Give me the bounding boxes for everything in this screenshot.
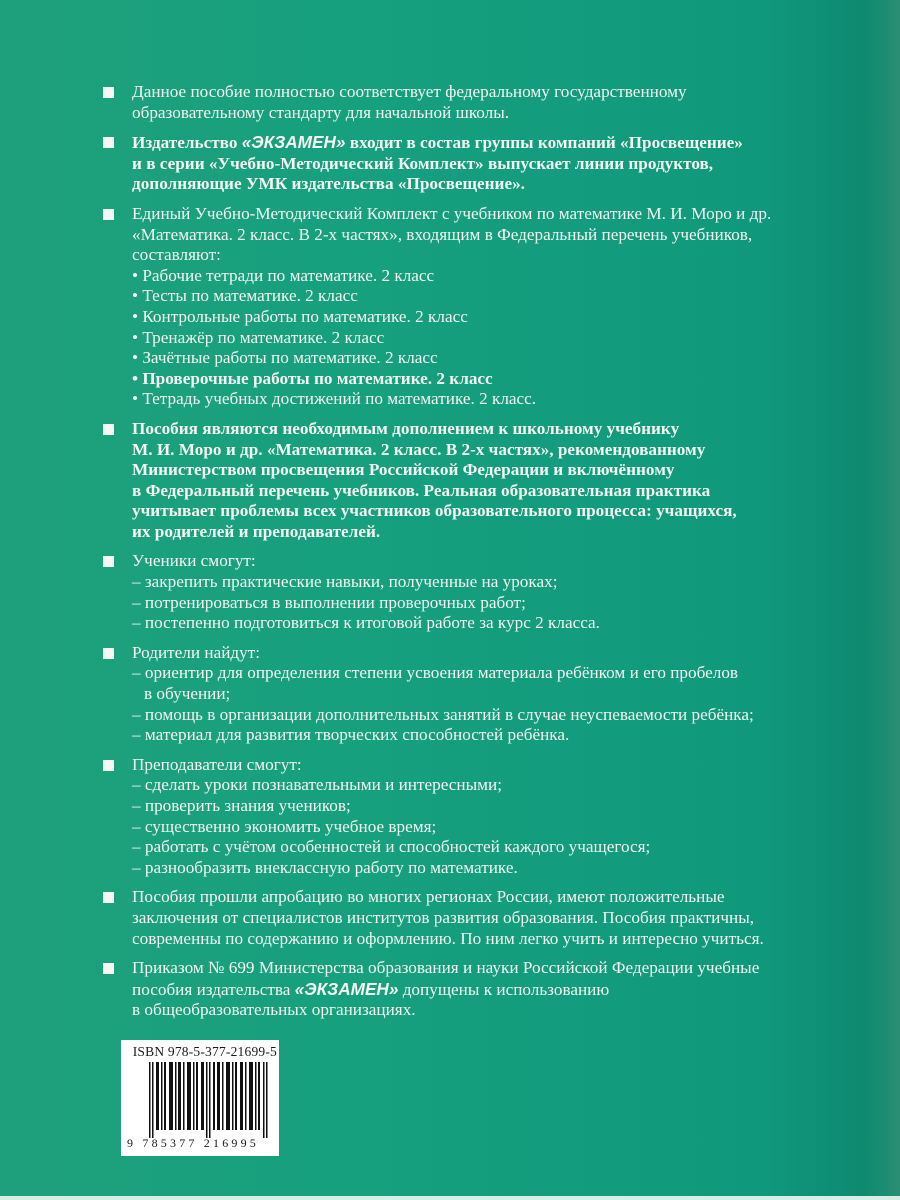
dash-item: – разнообразить внеклассную работу по математике. [132, 857, 518, 877]
block-parents [100, 643, 860, 746]
text-line: Пособия являются необходимым дополнением к школьному учебнику [132, 418, 680, 438]
square-bullet-icon [103, 87, 114, 98]
section-title: Ученики смогут: [132, 551, 256, 571]
text-line [132, 979, 860, 1001]
text-line: заключения от специалистов институтов развития образования. Пособия практичны, [132, 907, 755, 927]
umk-item: • Контрольные работы по математике. 2 класс [132, 306, 468, 326]
umk-item: • Рабочие тетради по математике. 2 класс [132, 265, 435, 285]
text-line: «Математика. 2 класс. В 2-х частях», входящим в Федеральный перечень учебников, [132, 224, 753, 244]
publisher-brand: «ЭКЗАМЕН» [294, 978, 399, 999]
barcode-digits: 9 785377 216995 [127, 1136, 259, 1150]
text-line: современны по содержанию и оформлению. По ним легко учить и интересно учиться. [132, 928, 764, 948]
text-line: Единый Учебно-Методический Комплект с учебником по математике М. И. Моро и др. [132, 203, 772, 223]
bottom-edge [0, 1196, 900, 1200]
block-order [100, 958, 860, 1021]
dash-item: – закрепить практические навыки, полученные на уроках; [132, 572, 558, 592]
dash-item: – потренироваться в выполнении проверочных работ; [132, 592, 526, 612]
dash-item: – существенно экономить учебное время; [132, 816, 437, 836]
cover-text [100, 82, 860, 1030]
block-publisher [100, 132, 860, 195]
section-title: Родители найдут: [132, 642, 261, 662]
square-bullet-icon [103, 209, 114, 220]
text-line: в общеобразовательных организациях. [132, 1000, 416, 1020]
text-fragment: Издательство [132, 133, 242, 153]
block-umk [100, 204, 860, 410]
dash-item: – сделать уроки познавательными и интересными; [132, 775, 502, 795]
barcode-icon [149, 1062, 269, 1138]
square-bullet-icon [103, 556, 114, 567]
text-line: Данное пособие полностью соответствует федеральному государственному [132, 82, 687, 101]
dash-item: – работать с учётом особенностей и способностей каждого учащегося; [132, 837, 651, 857]
dash-item: – постепенно подготовиться к итоговой работе за курс 2 класса. [132, 613, 600, 633]
publisher-brand: «ЭКЗАМЕН» [241, 132, 346, 153]
text-fragment: пособия издательства [132, 979, 295, 999]
isbn-barcode-panel [121, 1040, 279, 1156]
umk-item: • Тетрадь учебных достижений по математике. 2 класс. [132, 389, 537, 409]
block-supplement [100, 419, 860, 543]
section-title: Преподаватели смогут: [132, 754, 302, 774]
square-bullet-icon [103, 892, 114, 903]
square-bullet-icon [103, 648, 114, 659]
text-line: и в серии «Учебно-Методический Комплект» выпускает линии продуктов, [132, 153, 714, 173]
umk-item: • Зачётные работы по математике. 2 класс [132, 348, 438, 368]
block-approval [100, 887, 860, 949]
dash-item: – ориентир для определения степени усвоения материала ребёнком и его пробелов [132, 663, 739, 683]
block-teachers [100, 755, 860, 879]
text-line: составляют: [132, 245, 221, 265]
umk-item: • Тренажёр по математике. 2 класс [132, 327, 385, 347]
text-line: образовательному стандарту для начальной школы. [132, 102, 510, 122]
square-bullet-icon [103, 760, 114, 771]
text-line: Министерством просвещения Российской Федерации и включённому [132, 460, 675, 480]
text-line [132, 132, 860, 154]
umk-item-highlighted: • Проверочные работы по математике. 2 класс [132, 368, 493, 388]
text-fragment: входит в состав группы компаний «Просвещение» [345, 133, 743, 153]
text-line: дополняющие УМК издательства «Просвещение». [132, 174, 525, 194]
block-students [100, 551, 860, 633]
text-line: Пособия прошли апробацию во многих регионах России, имеют положительные [132, 887, 725, 907]
isbn-label: ISBN 978-5-377-21699-5 [132, 1044, 277, 1059]
dash-item: – материал для развития творческих способностей ребёнка. [132, 725, 570, 745]
text-line: учитывает проблемы всех участников образовательного процесса: учащихся, [132, 501, 737, 521]
square-bullet-icon [103, 963, 114, 974]
text-fragment: допущены к использованию [398, 979, 610, 999]
block-standard [100, 82, 860, 123]
square-bullet-icon [103, 137, 114, 148]
text-line: их родителей и преподавателей. [132, 521, 381, 541]
dash-item: – помощь в организации дополнительных занятий в случае неуспеваемости ребёнка; [132, 704, 754, 724]
dash-item: – проверить знания учеников; [132, 796, 351, 815]
text-line: Приказом № 699 Министерства образования и науки Российской Федерации учебные [132, 958, 760, 978]
text-line: в Федеральный перечень учебников. Реальная образовательная практика [132, 480, 711, 500]
square-bullet-icon [103, 424, 114, 435]
text-line: М. И. Моро и др. «Математика. 2 класс. В 2-х частях», рекомендованному [132, 439, 706, 459]
dash-item-continuation: в обучении; [144, 684, 231, 704]
umk-item: • Тесты по математике. 2 класс [132, 286, 358, 306]
